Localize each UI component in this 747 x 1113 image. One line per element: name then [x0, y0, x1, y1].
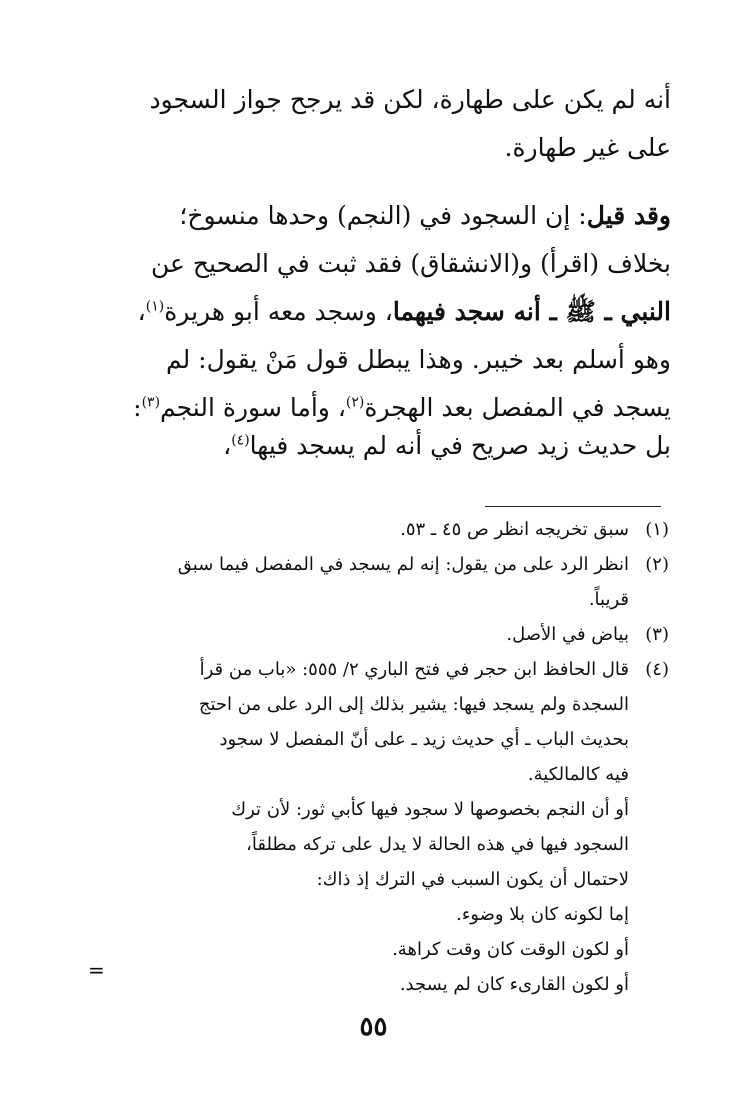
footnote-4-line-1: قال الحافظ ابن حجر في فتح الباري ٢/ ٥٥٥: «باب من قرأ	[199, 659, 629, 680]
paragraph-2	[111, 192, 671, 432]
paragraph-3-tail: ،	[223, 431, 232, 460]
prophet-mention: النبي ـ ﷺ ـ	[540, 297, 671, 326]
footnote-4-body	[99, 652, 629, 792]
footnote-3-body	[99, 617, 629, 652]
paragraph-2-line-1-rest: : إن السجود في (النجم) وحدها منسوخ؛	[179, 201, 587, 230]
continuation-mark: =	[88, 958, 105, 982]
bold-phrase: أنه سجد فيهما	[392, 297, 541, 326]
footnote-4-line-7: لاحتمال أن يكون السبب في الترك إذ ذاك:	[316, 869, 629, 890]
footnote-3	[99, 617, 669, 652]
page-number: ٥٥	[359, 1012, 388, 1042]
paragraph-2-line-5-a: يسجد في المفصل بعد الهجرة	[364, 393, 671, 422]
paragraph-2-line-5-c: :	[133, 393, 142, 422]
footnote-1-body	[99, 512, 629, 547]
footnote-2-line-1: انظر الرد على من يقول: إنه لم يسجد في المفصل فيما سبق	[177, 554, 629, 575]
footnote-ref-2[interactable]: (٢)	[345, 394, 365, 411]
footnote-4-continued-body	[99, 792, 629, 1002]
paragraph-2-line-3-c: ،	[137, 297, 146, 326]
footnote-1-number: (١)	[645, 519, 669, 540]
paragraph-2-line-1	[111, 192, 671, 240]
footnote-4-line-5: أو أن النجم بخصوصها لا سجود فيها كأبي ثور: لأن ترك	[231, 799, 629, 820]
footnote-1-line-1: سبق تخريجه انظر ص ٤٥ ـ ٥٣.	[400, 519, 629, 540]
footnote-4-line-6: السجود فيها في هذه الحالة لا يدل على تركه مطلقاً،	[246, 834, 629, 855]
footnote-4-line-4: فيه كالمالكية.	[527, 764, 629, 785]
footnote-3-number: (٣)	[645, 624, 669, 645]
paragraph-2-line-2: بخلاف (اقرأ) و(الانشقاق) فقد ثبت في الصحيح عن	[151, 249, 671, 278]
footnote-ref-3[interactable]: (٣)	[141, 394, 161, 411]
footnote-4-line-10: أو لكون القارىء كان لم يسجد.	[399, 974, 629, 995]
paragraph-3-text: بل حديث زيد صريح في أنه لم يسجد فيها	[249, 431, 671, 460]
footnote-ref-1[interactable]: (١)	[145, 298, 165, 315]
footnote-4-line-2: السجدة ولم يسجد فيها: يشير بذلك إلى الرد على من احتج	[198, 694, 629, 715]
footnote-4-line-8: إما لكونه كان بلا وضوء.	[456, 904, 629, 925]
footnote-2	[99, 547, 669, 617]
footnote-separator	[485, 506, 661, 507]
footnote-2-number: (٢)	[645, 554, 669, 575]
paragraph-1-line-1: أنه لم يكن على طهارة، لكن قد يرجح جواز السجود	[149, 85, 671, 114]
footnote-1	[99, 512, 669, 547]
footnote-4-indent	[629, 792, 669, 1002]
footnote-3-line-1: بياض في الأصل.	[506, 624, 629, 645]
footnote-4-continued	[99, 792, 669, 1002]
footnotes	[99, 512, 669, 1002]
paragraph-3	[111, 422, 671, 470]
footnote-ref-4[interactable]: (٤)	[231, 432, 250, 449]
paragraph-1-line-2: على غير طهارة.	[504, 133, 671, 162]
footnote-2-body	[99, 547, 629, 617]
paragraph-2-line-3	[111, 288, 671, 336]
footnote-4-number: (٤)	[645, 659, 669, 680]
footnote-2-line-2: قريباً.	[588, 589, 629, 610]
footnote-4	[99, 652, 669, 792]
paragraph-1	[111, 76, 671, 172]
footnote-4-line-3: بحديث الباب ـ أي حديث زيد ـ على أنّ المفصل لا سجود	[219, 729, 629, 750]
paragraph-2-line-4: وهو أسلم بعد خيبر. وهذا يبطل قول مَنْ يقول: لم	[165, 345, 671, 374]
lead-phrase: وقد قيل	[586, 201, 671, 230]
paragraph-3-line-1	[111, 422, 671, 470]
paragraph-2-line-5-b: ، وأما سورة النجم	[160, 393, 346, 422]
footnote-4-line-9: أو لكون الوقت كان وقت كراهة.	[392, 939, 629, 960]
paragraph-2-line-3-b: ، وسجد معه أبو هريرة	[164, 297, 393, 326]
